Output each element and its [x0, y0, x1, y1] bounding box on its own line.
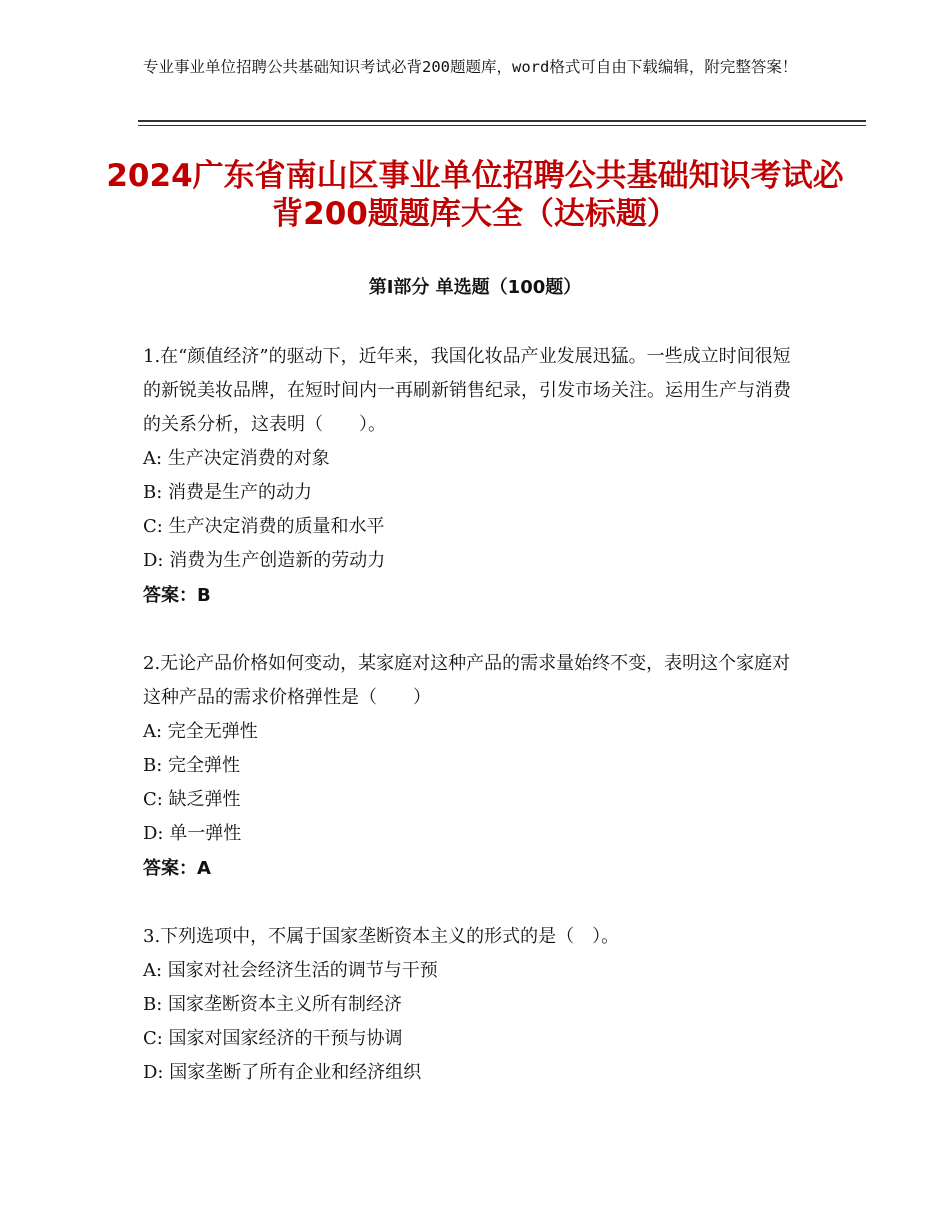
question-stem: 3.下列选项中，不属于国家垄断资本主义的形式的是（ ）。 [143, 926, 620, 947]
header-text: 专业事业单位招聘公共基础知识考试必背200题题库，word格式可自由下载编辑，附完整答案！ [143, 58, 798, 76]
option-b: B: 消费是生产的动力 [143, 482, 313, 503]
question-2 [143, 647, 803, 887]
document-title: 2024广东省南山区事业单位招聘公共基础知识考试必背200题题库大全（达标题） [106, 158, 844, 232]
answer: 答案：B [143, 585, 211, 606]
section-title: 第Ⅰ部分 单选题（100题） [368, 277, 582, 298]
header-rule-thin [138, 125, 866, 126]
option-c: C: 国家对国家经济的干预与协调 [143, 1028, 403, 1049]
option-a: A: 国家对社会经济生活的调节与干预 [143, 960, 438, 981]
option-d: D: 国家垄断了所有企业和经济组织 [143, 1062, 422, 1083]
question-stem: 1.在“颜值经济”的驱动下，近年来，我国化妆品产业发展迅猛。一些成立时间很短的新锐美妆品牌，在短时间内一再刷新销售纪录，引发市场关注。运用生产与消费的关系分析，这表明（ ）。 [143, 346, 791, 435]
question-stem: 2.无论产品价格如何变动，某家庭对这种产品的需求量始终不变，表明这个家庭对这种产品的需求价格弹性是（ ） [143, 653, 791, 708]
question-1 [143, 340, 803, 614]
option-d: D: 单一弹性 [143, 823, 242, 844]
option-c: C: 缺乏弹性 [143, 789, 241, 810]
option-b: B: 国家垄断资本主义所有制经济 [143, 994, 403, 1015]
question-3 [143, 920, 803, 1090]
option-b: B: 完全弹性 [143, 755, 241, 776]
option-a: A: 完全无弹性 [143, 721, 258, 742]
option-c: C: 生产决定消费的质量和水平 [143, 516, 385, 537]
answer: 答案：A [143, 858, 211, 879]
option-a: A: 生产决定消费的对象 [143, 448, 330, 469]
header-rule-thick [138, 120, 866, 122]
option-d: D: 消费为生产创造新的劳动力 [143, 550, 386, 571]
